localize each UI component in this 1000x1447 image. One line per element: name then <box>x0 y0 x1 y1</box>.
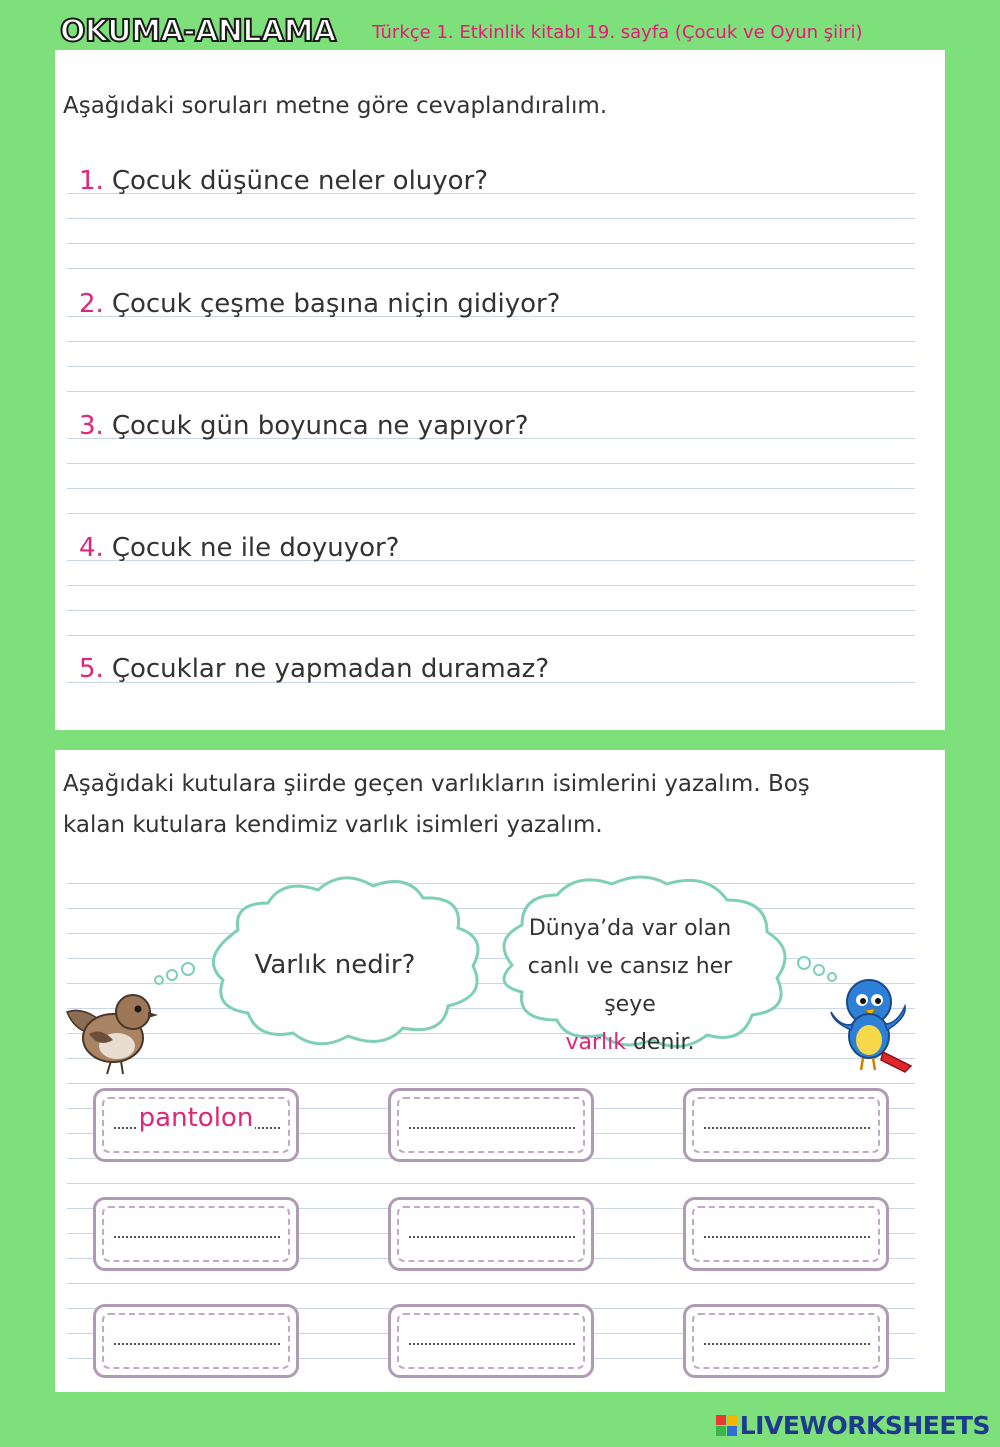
question-number: 5. <box>79 654 104 684</box>
rule-line <box>67 635 915 636</box>
answer-1: pantolon <box>138 1103 254 1133</box>
box-dotted-line <box>114 1236 280 1238</box>
box-dotted-line <box>409 1343 575 1345</box>
box-answer-text <box>96 1103 296 1133</box>
box-dotted-line <box>409 1127 575 1129</box>
bubble-answer-line3 <box>505 1024 755 1062</box>
bubble-highlight: varlık <box>565 1030 626 1055</box>
box-dotted-line <box>409 1236 575 1238</box>
varlik-instruction-line2: kalan kutulara kendimiz varlık isimleri yazalım. <box>63 812 603 838</box>
rule-line <box>67 488 915 489</box>
brand-text: LIVEWORKSHEETS <box>739 1410 990 1440</box>
box-dotted-line <box>704 1236 870 1238</box>
rule-line <box>67 391 915 392</box>
bubble-answer-line1: Dünya’da var olan <box>528 916 732 941</box>
source-note: Türkçe 1. Etkinlik kitabı 19. sayfa (Çocuk ve Oyun şiiri) <box>372 22 863 43</box>
varlik-panel <box>55 750 945 1392</box>
question-text: Çocuk düşünce neler oluyor? <box>111 166 489 196</box>
box-dotted-line <box>704 1127 870 1129</box>
rule-line <box>67 463 915 464</box>
box-border <box>397 1097 585 1153</box>
answer-box-2[interactable] <box>388 1088 594 1162</box>
question-4 <box>79 533 399 563</box>
bubble-question: Varlık nedir? <box>254 950 416 980</box>
question-1 <box>79 166 488 196</box>
rule-line <box>67 585 915 586</box>
question-text: Çocuk çeşme başına niçin gidiyor? <box>111 289 561 319</box>
answer-box-3[interactable] <box>683 1088 889 1162</box>
questions-panel <box>55 50 945 730</box>
answer-box-4[interactable] <box>93 1197 299 1271</box>
answer-box-1[interactable] <box>93 1088 299 1162</box>
answer-box-9[interactable] <box>683 1304 889 1378</box>
rule-line <box>67 366 915 367</box>
box-border <box>397 1313 585 1369</box>
question-2 <box>79 289 560 319</box>
box-border <box>692 1313 880 1369</box>
question-text: Çocuklar ne yapmadan duramaz? <box>111 654 550 684</box>
box-border <box>692 1206 880 1262</box>
varlik-instruction-line1: Aşağıdaki kutulara şiirde geçen varlıkların isimlerini yazalım. Boş <box>63 771 810 797</box>
box-border <box>102 1313 290 1369</box>
question-number: 1. <box>79 166 104 196</box>
header <box>0 0 1000 50</box>
question-5 <box>79 654 549 684</box>
bubble-answer-line2: canlı ve cansız her şeye <box>527 954 733 1017</box>
question-3 <box>79 411 529 441</box>
rule-line <box>67 341 915 342</box>
liveworksheets-brand <box>716 1411 990 1439</box>
rule-line <box>67 1083 915 1084</box>
brown-bird-illustration <box>61 982 161 1082</box>
box-dotted-line <box>704 1343 870 1345</box>
rule-line <box>67 610 915 611</box>
answer-box-5[interactable] <box>388 1197 594 1271</box>
liveworksheets-logo-icon <box>716 1415 737 1436</box>
rule-line <box>67 1283 915 1284</box>
blue-bird-illustration <box>825 972 925 1087</box>
questions-instruction: Aşağıdaki soruları metne göre cevaplandıralım. <box>63 93 608 119</box>
question-text: Çocuk gün boyunca ne yapıyor? <box>111 411 529 441</box>
rule-line <box>67 1183 915 1184</box>
rule-line <box>67 243 915 244</box>
box-dotted-line <box>114 1343 280 1345</box>
rule-line <box>67 268 915 269</box>
question-number: 2. <box>79 289 104 319</box>
box-border <box>397 1206 585 1262</box>
box-border <box>102 1206 290 1262</box>
answer-box-8[interactable] <box>388 1304 594 1378</box>
question-number: 4. <box>79 533 104 563</box>
bubble-end: denir. <box>632 1030 695 1055</box>
question-text: Çocuk ne ile doyuyor? <box>111 533 400 563</box>
rule-line <box>67 513 915 514</box>
bubble-answer <box>505 910 755 1062</box>
answer-box-6[interactable] <box>683 1197 889 1271</box>
box-border <box>692 1097 880 1153</box>
question-number: 3. <box>79 411 104 441</box>
rule-line <box>67 218 915 219</box>
answer-box-7[interactable] <box>93 1304 299 1378</box>
worksheet-title: OKUMA-ANLAMA <box>60 14 336 49</box>
